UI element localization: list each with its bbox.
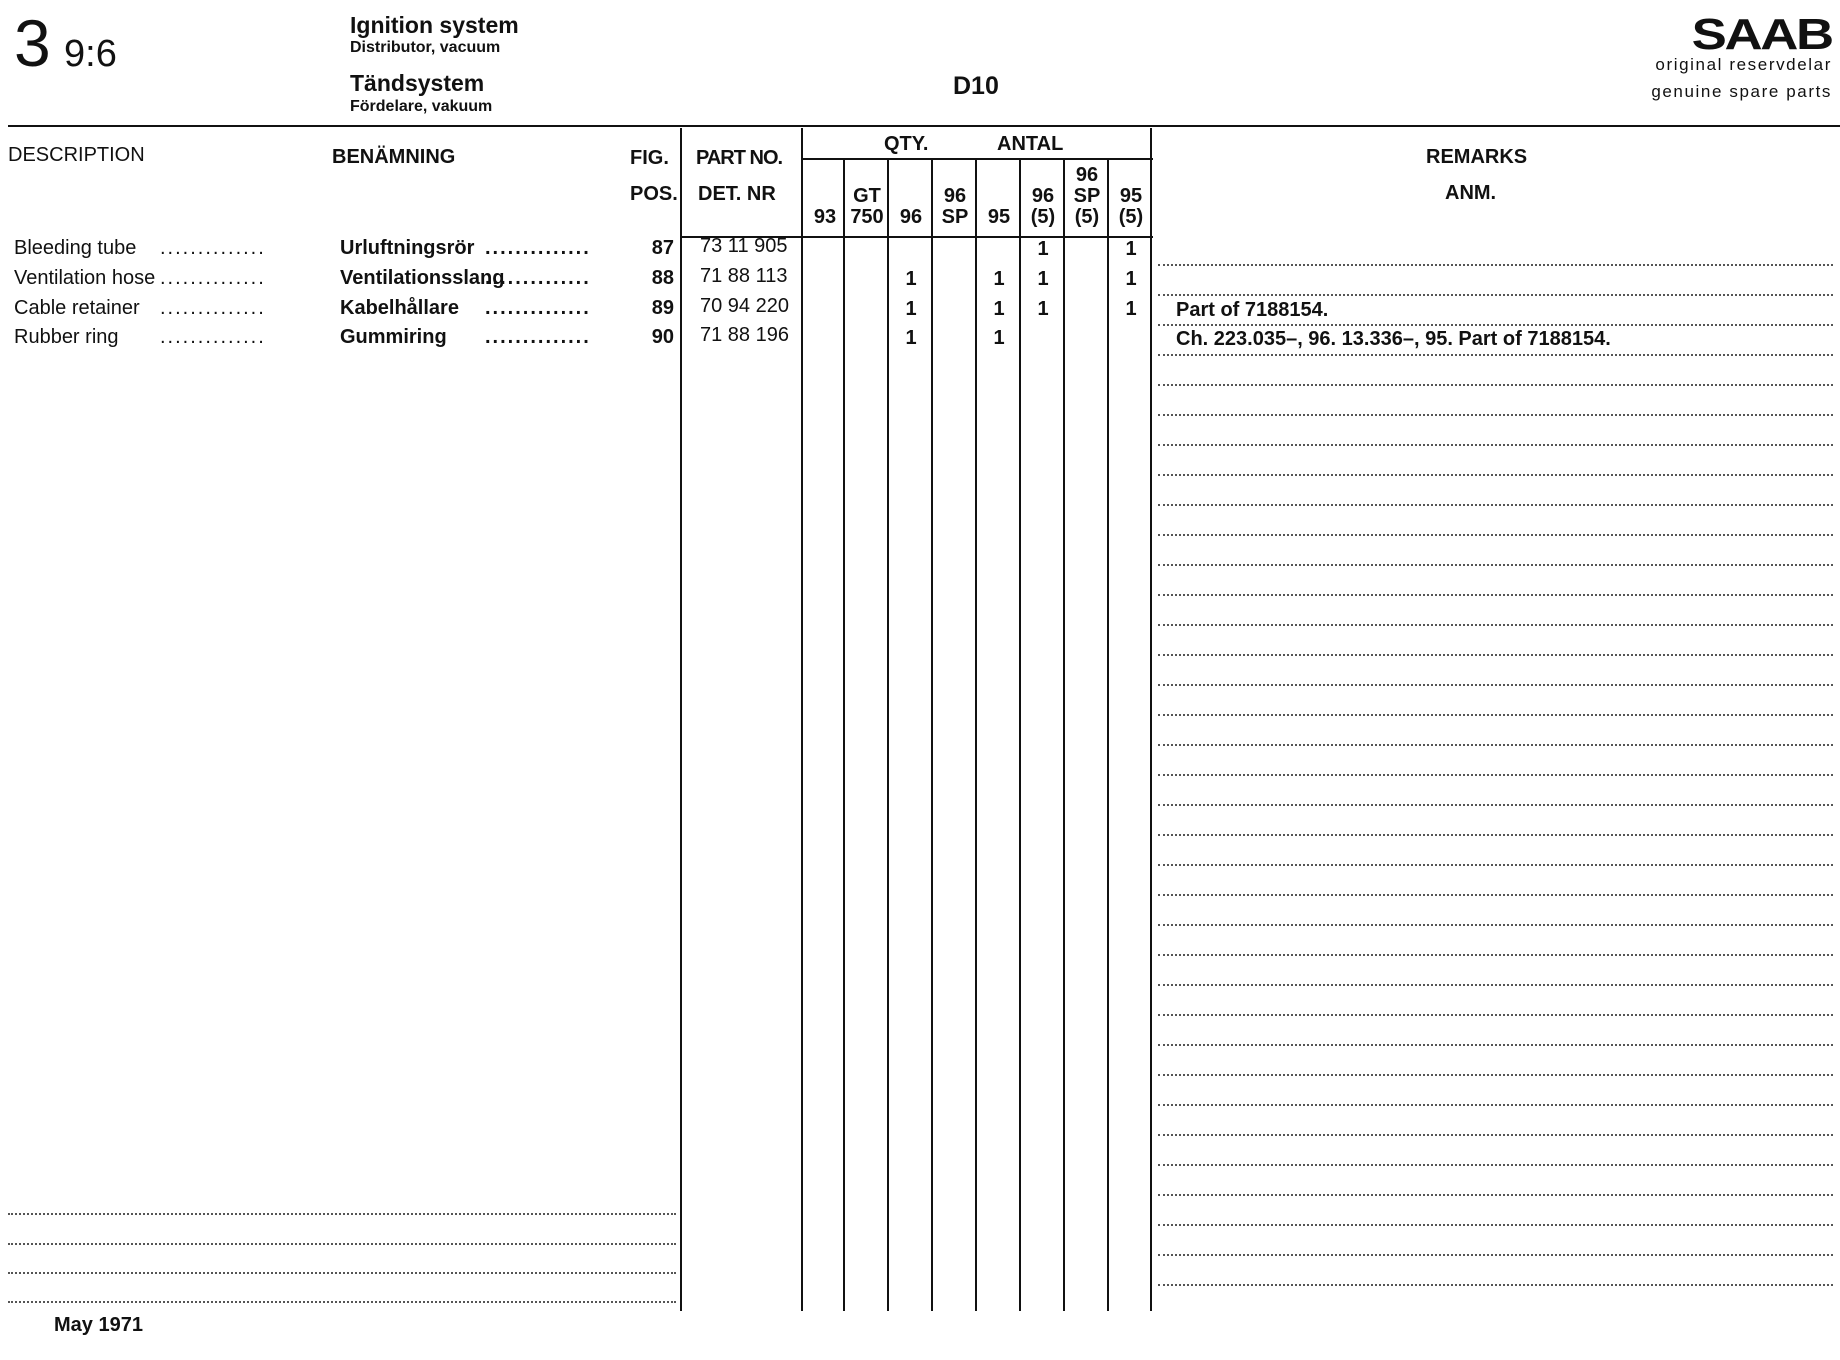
col-benamning: BENÄMNING: [332, 146, 456, 168]
model-header-top: 96: [1075, 164, 1099, 186]
row-description-leader: ..............: [160, 326, 266, 348]
remarks-rule-line: [1158, 504, 1833, 506]
row-part-no: 71 88 196: [700, 324, 789, 346]
tagline-en: genuine spare parts: [1651, 82, 1832, 101]
issue-date: May 1971: [54, 1314, 143, 1336]
model-header-mid: 96: [1031, 185, 1055, 207]
remarks-rule-line: [1158, 354, 1833, 356]
remarks-rule-line: [1158, 564, 1833, 566]
col-fig: FIG.: [630, 147, 669, 169]
row-part-no: 71 88 113: [700, 265, 788, 287]
row-benamning-leader: ..............: [485, 267, 591, 289]
remarks-rule-line: [1158, 414, 1833, 416]
row-pos: 90: [651, 326, 674, 348]
description-rule-line: [8, 1243, 676, 1245]
row-qty: 1: [993, 298, 1005, 320]
remarks-rule-line: [1158, 1044, 1833, 1046]
tagline-sv: original reservdelar: [1655, 55, 1832, 74]
model-header-mid: 95: [1119, 185, 1143, 207]
divider-part-qty: [801, 128, 803, 1311]
model-header-bot: 96: [899, 206, 923, 228]
row-qty: 1: [1037, 268, 1049, 290]
page-code: D10: [953, 72, 999, 100]
remarks-rule-line: [1158, 924, 1833, 926]
remarks-rule-line: [1158, 1224, 1833, 1226]
model-header-bot: 93: [813, 206, 837, 228]
remarks-rule-line: [1158, 594, 1833, 596]
model-header-mid: SP: [1073, 185, 1101, 207]
remarks-rule-line: [1158, 894, 1833, 896]
remarks-rule-line: [1158, 1074, 1833, 1076]
title-sv: Tändsystem: [350, 70, 485, 96]
description-rule-line: [8, 1213, 676, 1215]
remarks-rule-line: [1158, 1104, 1833, 1106]
col-antal: ANTAL: [997, 133, 1064, 155]
row-description: Cable retainer: [14, 297, 140, 319]
row-benamning: Ventilationsslang: [340, 267, 505, 289]
row-description-leader: ..............: [160, 237, 266, 259]
row-qty: 1: [905, 298, 917, 320]
description-rule-line: [8, 1272, 676, 1274]
row-qty: 1: [1037, 238, 1049, 260]
row-benamning-leader: ..............: [485, 297, 591, 319]
remarks-rule-line: [1158, 744, 1833, 746]
col-remarks: REMARKS: [1426, 146, 1528, 168]
row-qty: 1: [993, 268, 1005, 290]
row-benamning-leader: ..............: [485, 237, 591, 259]
col-part-no: PART NO.: [696, 147, 783, 169]
remarks-rule-line: [1158, 774, 1833, 776]
remarks-rule-line: [1158, 684, 1833, 686]
remarks-rule-line: [1158, 324, 1833, 326]
remarks-rule-line: [1158, 474, 1833, 476]
divider-pos-part: [680, 128, 682, 1311]
row-benamning: Kabelhållare: [340, 297, 459, 319]
row-qty: 1: [993, 327, 1005, 349]
subsection-number: 9:6: [64, 33, 117, 75]
remarks-rule-line: [1158, 864, 1833, 866]
col-anm: ANM.: [1445, 182, 1497, 204]
subtitle-en: Distributor, vacuum: [350, 39, 501, 56]
remarks-rule-line: [1158, 834, 1833, 836]
row-qty: 1: [1125, 268, 1137, 290]
row-description: Bleeding tube: [14, 237, 137, 259]
remarks-rule-line: [1158, 984, 1833, 986]
qty-column-divider: [1063, 160, 1065, 1311]
row-qty: 1: [1037, 298, 1049, 320]
row-description: Ventilation hose: [14, 267, 156, 289]
remarks-rule-line: [1158, 654, 1833, 656]
remarks-rule-line: [1158, 384, 1833, 386]
model-header-mid: GT: [853, 185, 881, 207]
row-pos: 89: [651, 297, 674, 319]
remarks-rule-line: [1158, 294, 1833, 296]
col-description: DESCRIPTION: [8, 144, 145, 166]
row-remark: Part of 7188154.: [1176, 299, 1329, 321]
row-benamning: Gummiring: [340, 326, 447, 348]
model-header-bot: (5): [1118, 206, 1144, 228]
model-header-bot: (5): [1074, 206, 1100, 228]
remarks-rule-line: [1158, 714, 1833, 716]
remarks-rule-line: [1158, 1164, 1833, 1166]
saab-logo: SAAB: [1691, 10, 1832, 59]
qty-header-rule: [801, 158, 1153, 160]
qty-column-divider: [843, 160, 845, 1311]
row-part-no: 70 94 220: [700, 295, 789, 317]
description-rule-line: [8, 1301, 676, 1303]
remarks-rule-line: [1158, 954, 1833, 956]
row-description-leader: ..............: [160, 267, 266, 289]
row-pos: 88: [651, 267, 674, 289]
remarks-rule-line: [1158, 444, 1833, 446]
subtitle-sv: Fördelare, vakuum: [350, 98, 493, 115]
model-header-bot: SP: [941, 206, 969, 228]
col-pos: POS.: [630, 183, 678, 205]
remarks-rule-line: [1158, 1254, 1833, 1256]
model-header-mid: 96: [943, 185, 967, 207]
remarks-rule-line: [1158, 264, 1833, 266]
remarks-rule-line: [1158, 1134, 1833, 1136]
row-part-no: 73 11 905: [700, 235, 788, 257]
header-rule: [8, 125, 1840, 127]
row-qty: 1: [905, 327, 917, 349]
row-description: Rubber ring: [14, 326, 119, 348]
row-remark: Ch. 223.035–, 96. 13.336–, 95. Part of 7188154.: [1176, 328, 1611, 350]
row-benamning-leader: ..............: [485, 326, 591, 348]
row-description-leader: ..............: [160, 297, 266, 319]
row-benamning: Urluftningsrör: [340, 237, 475, 259]
col-det-nr: DET. NR: [698, 183, 776, 205]
row-qty: 1: [1125, 238, 1137, 260]
row-qty: 1: [1125, 298, 1137, 320]
model-header-bot: (5): [1030, 206, 1056, 228]
remarks-rule-line: [1158, 1194, 1833, 1196]
model-header-bot: 750: [850, 206, 884, 228]
model-header-bot: 95: [987, 206, 1011, 228]
remarks-rule-line: [1158, 1014, 1833, 1016]
remarks-rule-line: [1158, 1284, 1833, 1286]
remarks-rule-line: [1158, 534, 1833, 536]
title-en: Ignition system: [350, 12, 519, 38]
remarks-rule-line: [1158, 804, 1833, 806]
qty-column-divider: [1107, 160, 1109, 1311]
row-pos: 87: [651, 237, 674, 259]
remarks-rule-line: [1158, 624, 1833, 626]
row-qty: 1: [905, 268, 917, 290]
section-number: 3: [14, 6, 51, 80]
col-qty: QTY.: [884, 133, 929, 155]
